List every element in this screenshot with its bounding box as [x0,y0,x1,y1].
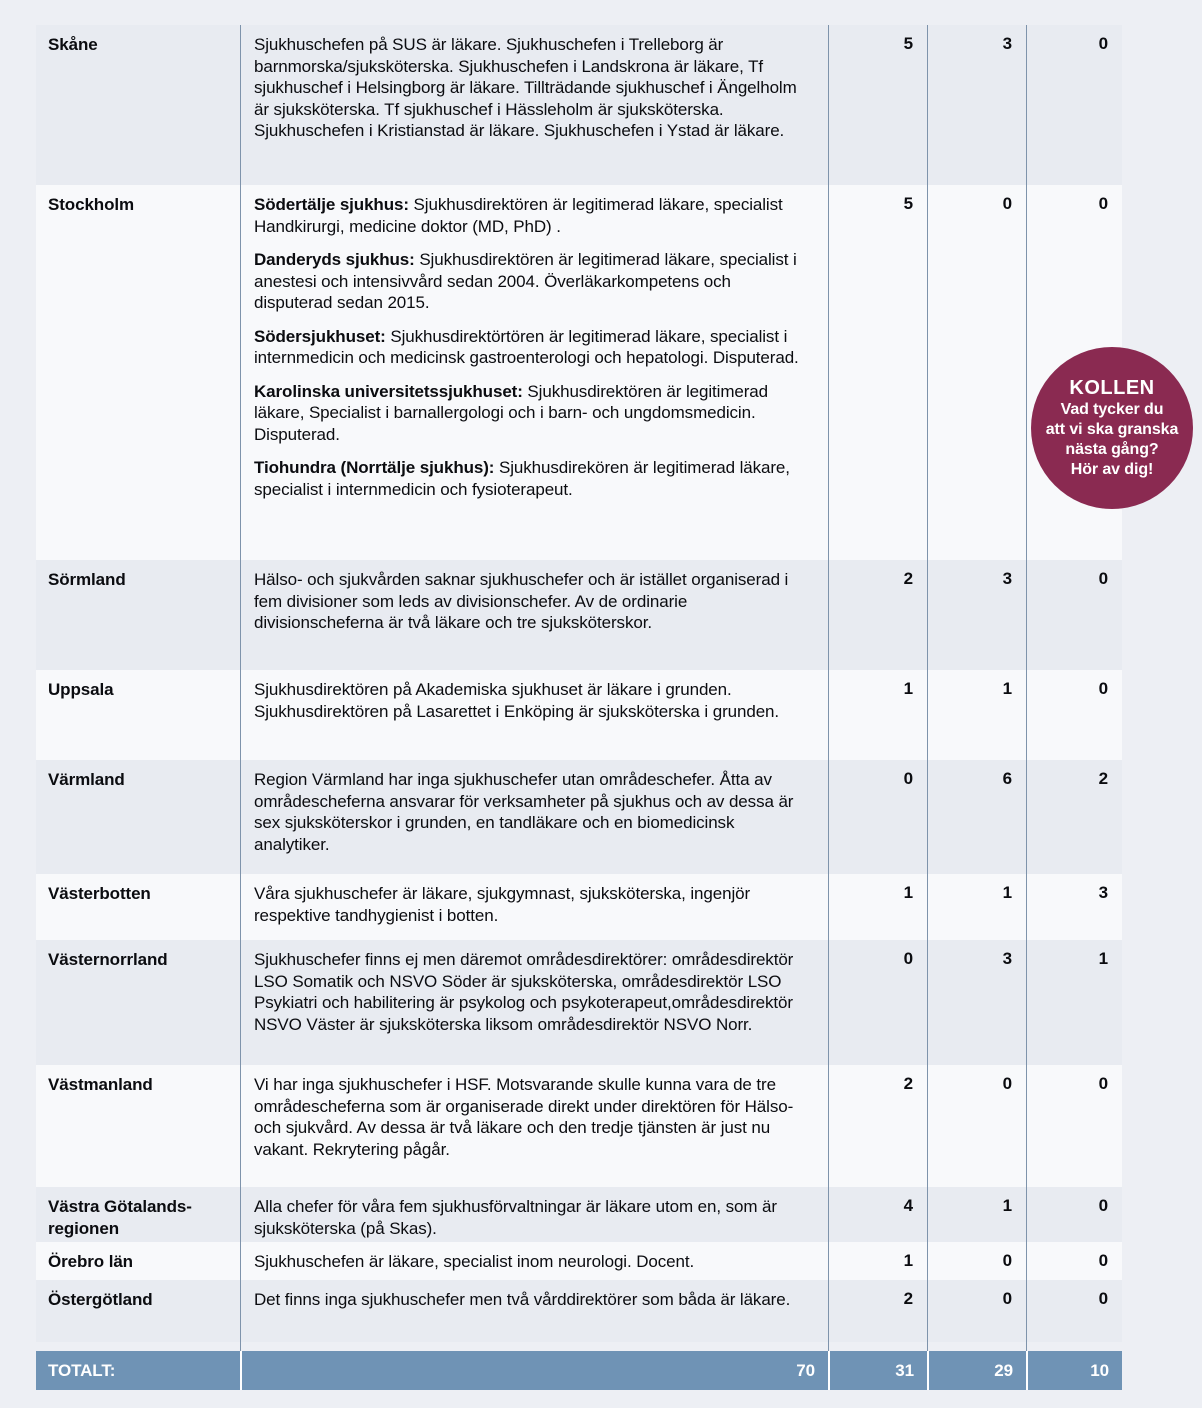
badge-title: KOLLEN [1069,377,1155,399]
value-cell: 0 [1002,1289,1012,1308]
value-cell: 1 [1002,883,1012,902]
value-cell: 2 [903,569,913,588]
region-cell: Västmanland [48,1075,153,1094]
table-row [36,1280,1122,1342]
value-cell: 1 [1098,949,1108,968]
total-row [36,1351,1122,1390]
value-cell: 0 [1098,194,1108,213]
table-row [36,760,1122,874]
value-cell: 0 [1098,1251,1108,1270]
value-cell: 4 [903,1196,913,1215]
value-cell: 1 [903,679,913,698]
table-row [36,1065,1122,1187]
table-body [36,25,1122,1342]
value-cell: 2 [1098,769,1108,788]
value-cell: 3 [1002,34,1012,53]
region-cell: Västra Götalandsregionen [48,1197,192,1238]
description-paragraph: Hälso- och sjukvården saknar sjukhuschefer och är istället organiserad i fem divisioner som leds av divisionschefer. Av de ordinarie divisionscheferna är två läkare och tre sjuksköterskor. [254,570,789,632]
value-cell: 1 [903,883,913,902]
description-paragraph: Alla chefer för våra fem sjukhusförvaltningar är läkare utom en, som är sjuksköterska (på Skas). [254,1197,777,1238]
kollen-badge [1031,347,1193,509]
badge-line: Vad tycker du [1060,401,1164,418]
description-paragraph: Södertälje sjukhus: Sjukhusdirektören är legitimerad läkare, specialist Handkirurgi, medicine doktor (MD, PhD) . [254,195,783,236]
value-cell: 2 [903,1074,913,1093]
badge-line: Hör av dig! [1070,461,1154,478]
table-row [36,874,1122,940]
description-cell [240,1187,828,1242]
description-cell [240,25,828,185]
value-cell: 3 [1098,883,1108,902]
value-cell: 3 [1002,949,1012,968]
description-paragraph: Sjukhuschefen på SUS är läkare. Sjukhuschefen i Trelleborg är barnmorska/sjuksköterska. Sjukhuschefen i Landskrona är läkare, Tf sjukhuschef i Helsingborg är läkare. Tillträdande sjukhuschef i Ängelholm är sjuksköterska. Tf sjukhuschef i Hässleholm är sjuksköterska. Sjukhuschefen i Kristianstad är läkare. Sjukhuschefen i Ystad är läkare. [254,35,797,140]
value-cell: 0 [1002,1251,1012,1270]
region-cell: Skåne [48,35,98,54]
description-cell [240,670,828,760]
description-paragraph: Tiohundra (Norrtälje sjukhus): Sjukhusdirekören är legitimerad läkare, specialist i internmedicin och fysioterapeut. [254,458,790,499]
description-cell [240,1065,828,1187]
description-paragraph: Danderyds sjukhus: Sjukhusdirektören är legitimerad läkare, specialist i anestesi och intensivvård sedan 2004. Överläkarkompetens och disputerad sedan 2015. [254,250,797,312]
description-cell [240,940,828,1065]
value-cell: 5 [903,194,913,213]
table-row [36,25,1122,185]
region-cell: Uppsala [48,680,114,699]
value-cell: 0 [1098,1289,1108,1308]
total-label: TOTALT: [48,1360,116,1380]
regions-table [36,25,1122,1390]
region-cell: Östergötland [48,1290,153,1309]
description-cell [240,560,828,670]
region-cell: Sörmland [48,570,126,589]
description-cell [240,874,828,940]
table-row [36,670,1122,760]
description-paragraph: Sjukhuschefen är läkare, specialist inom neurologi. Docent. [254,1252,695,1271]
table-row [36,185,1122,560]
value-cell: 0 [1002,1074,1012,1093]
value-cell: 0 [1098,34,1108,53]
description-paragraph: Sjukhuschefer finns ej men däremot områdesdirektörer: områdesdirektör LSO Somatik och NSVO Söder är sjuksköterska, områdesdirektör LSO Psykiatri och habilitering är psykolog och psykoterapeut,områdesdirektör NSVO Väster är sjuksköterska liksom områdesdirektör NSVO Norr. [254,950,794,1034]
total-sum: 70 [240,1351,828,1390]
value-cell: 5 [903,34,913,53]
region-cell: Västerbotten [48,884,151,903]
description-cell [240,1280,828,1342]
value-cell: 0 [1002,194,1012,213]
value-cell: 1 [1002,679,1012,698]
region-cell: Västernorrland [48,950,168,969]
value-cell: 0 [903,769,913,788]
value-cell: 0 [1098,569,1108,588]
table-row [36,1242,1122,1280]
value-cell: 6 [1002,769,1012,788]
badge-line: nästa gång? [1065,441,1159,458]
description-cell [240,185,828,560]
region-cell: Stockholm [48,195,135,214]
region-cell: Örebro län [48,1252,133,1271]
description-paragraph: Sjukhusdirektören på Akademiska sjukhuset är läkare i grunden. Sjukhusdirektören på Lasarettet i Enköping är sjuksköterska i grunden. [254,680,780,721]
badge-line: att vi ska granska [1045,421,1179,438]
table-row [36,1187,1122,1242]
value-cell: 0 [1098,679,1108,698]
description-cell [240,760,828,874]
value-cell: 2 [903,1289,913,1308]
value-cell: 1 [903,1251,913,1270]
value-cell: 0 [1098,1074,1108,1093]
value-cell: 0 [1098,1196,1108,1215]
description-cell [240,1242,828,1280]
region-cell: Värmland [48,770,125,789]
total-value: 10 [1026,1351,1122,1390]
table-row [36,940,1122,1065]
description-paragraph: Region Värmland har inga sjukhuschefer utan områdeschefer. Åtta av områdescheferna ansvarar för verksamheter på sjukhus och av dessa är sex sjuksköterskor i grunden, en tandläkare och en biomedicinsk analytiker. [254,770,794,854]
description-paragraph: Karolinska universitetssjukhuset: Sjukhusdirektören är legitimerad läkare, Specialist i barnallergologi och i barn- och ungdomsmedicin. Disputerad. [254,381,769,444]
total-value: 29 [927,1351,1026,1390]
table-row [36,560,1122,670]
value-cell: 1 [1002,1196,1012,1215]
description-paragraph: Södersjukhuset: Sjukhusdirektörtören är legitimerad läkare, specialist i internmedicin och medicinsk gastroenterologi och hepatologi. Disputerad. [254,326,799,367]
description-paragraph: Det finns inga sjukhuschefer men två vårddirektörer som båda är läkare. [254,1290,791,1309]
description-paragraph: Våra sjukhuschefer är läkare, sjukgymnast, sjuksköterska, ingenjör respektive tandhygienist i botten. [254,884,751,925]
total-value: 31 [828,1351,927,1390]
description-paragraph: Vi har inga sjukhuschefer i HSF. Motsvarande skulle kunna vara de tre områdescheferna som är organiserade direkt under direktören för Hälso- och sjukvård. Av dessa är två läkare och den tredje tjänsten är just nu vakant. Rekrytering pågår. [254,1075,794,1159]
value-cell: 3 [1002,569,1012,588]
value-cell: 0 [903,949,913,968]
